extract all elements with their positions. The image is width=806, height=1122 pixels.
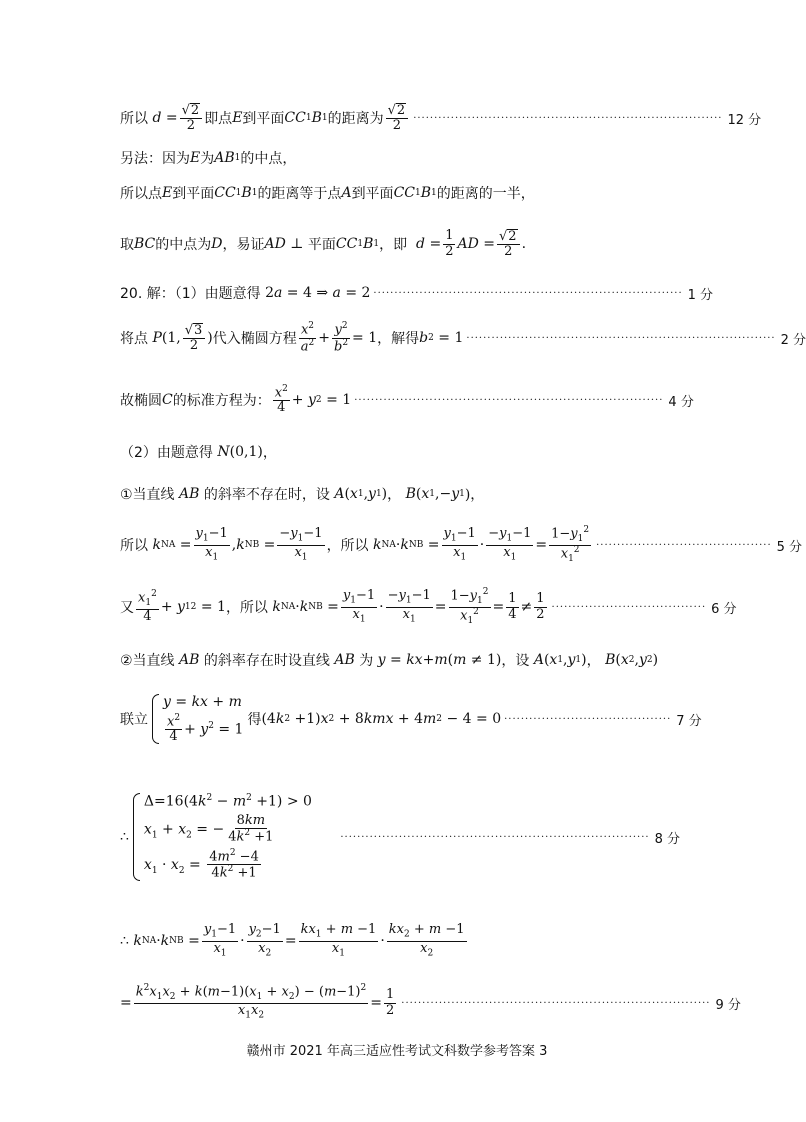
text: 将点 xyxy=(120,331,148,347)
text: 的距离的一半， xyxy=(436,186,535,202)
text: 的距离为 xyxy=(327,111,384,127)
leader-dots: ·········································································· xyxy=(354,394,664,406)
text: ，所以 xyxy=(225,600,268,616)
line-4: 取 BC 的中点为 D ，易证 AD ⊥ 平面 CC 1 B 1 ，即 d = $\frac{1}{2}$ AD = √ 2 2 . xyxy=(120,228,527,259)
text: ，设 xyxy=(501,653,530,669)
line-11: 又 $\frac{x_1^2}{4}$ + y 1 2 = 1 ，所以 k NA · k NB = $\frac{y_1-1}{x_1}$ · $\frac{-y_1-1}{x_1}$ = $\frac{1-y_1^2}{x_1^2}$ = $\frac{1}{4}$ ≠ $\frac{1}{2}$ ····································· 6 分 xyxy=(120,586,737,626)
leader-dots: ·········································································· xyxy=(373,287,683,299)
text: ②当直线 xyxy=(120,653,175,669)
text: 到平面 xyxy=(172,186,215,202)
line-9: ①当直线 AB 的斜率不存在时，设 A ( x 1 , y 1 ) ， B ( x 1 ,− y 1 )， xyxy=(120,486,485,503)
text: 故椭圆 xyxy=(120,393,162,409)
line-15: ∴ k NA · k NB = $\frac{y_1-1}{x_1}$ · $\frac{y_2-1}{x_2}$ = $\frac{kx_1 + m -1}{x_1}$ · $\frac{kx_2 + m -1}{x_2}$ xyxy=(120,922,465,959)
line-10: 所以 k NA = $\frac{y_1-1}{x_1}$ , k NB = $\frac{-y_1-1}{x_1}$ ，所以 k NA · k NB = $\frac{y_1-1}{x_1}$ · $\frac{-y_1-1}{x_1}$ = $\frac{1-y_1^2}{x_1^2}$ ·········································· 5 分 xyxy=(120,524,803,564)
text: ， xyxy=(262,445,277,461)
score: 8 分 xyxy=(654,831,680,847)
text: 的斜率存在时设直线 xyxy=(203,653,330,669)
line-3: 所以点 E 到平面 CC 1 B 1 的距离等于点 A 到平面 CC 1 B 1 的距离的一半， xyxy=(120,185,535,202)
leader-dots: ·········································································· xyxy=(340,831,650,843)
text: 的中点为 xyxy=(155,237,212,253)
text: ，所以 xyxy=(326,538,369,554)
leader-dots: ·········································································· xyxy=(466,332,776,344)
text: 的标准方程为： xyxy=(172,393,271,409)
text: 代入椭圆方程 xyxy=(212,331,297,347)
score: 12 分 xyxy=(727,112,762,128)
text: ， xyxy=(387,487,402,503)
text: 又 xyxy=(120,600,134,616)
score: 7 分 xyxy=(676,713,702,729)
text: 另法：因为 xyxy=(120,151,190,167)
leader-dots: ····································· xyxy=(551,601,707,613)
score: 2 分 xyxy=(780,332,806,348)
text: ①当直线 xyxy=(120,487,175,503)
text: ，易证 xyxy=(222,237,265,253)
vieta-system: $\Delta=16(4k^2 - m^2 +1) > 0$ $x_1 + x_2$ = − $\frac{8km}{4k^2 +1}$ $x_1 \cdot x_2$ = $\frac{4m^2 -4}{4k^2 +1}$ xyxy=(133,793,312,881)
therefore-symbol: ∴ xyxy=(120,829,129,845)
text: 的中点， xyxy=(240,151,297,167)
line-5: 20. 解：（1）由题意得 2 a = 4 ⇒ a = 2 ·········································································· 1 分 xyxy=(120,285,714,303)
text: 所以点 xyxy=(120,186,162,202)
text: 到平面 xyxy=(242,111,285,127)
text: 20. 解：（1）由题意得 xyxy=(120,286,261,302)
leader-dots: ·········································································· xyxy=(401,997,711,1009)
score: 4 分 xyxy=(668,394,694,410)
score: 6 分 xyxy=(711,601,737,617)
line-13: 联立 y = kx + m $\frac{x^2}{4}$ + $y^2 = 1$ 得 (4 k 2 +1) x 2 + 8 kmx + 4 m 2 − 4 = 0 ········································ 7 分 xyxy=(120,693,702,745)
line-7: 故椭圆 C 的标准方程为： $\frac{x^2}{4}$ + y 2 = 1 ·········································································· 4 分 xyxy=(120,383,694,416)
text: 的距离等于点 xyxy=(257,186,342,202)
text: 即点 xyxy=(204,111,233,127)
line-6: 将点 P (1, √ 3 2 ) 代入椭圆方程 $\frac{x^2}{a^2}$ + $\frac{y^2}{b^2}$ = 1 ，解得 b 2 = 1 ·········································································· 2 分 xyxy=(120,320,806,354)
line-1: 所以 d = √ 2 2 即点 E 到平面 CC 1 B 1 的距离为 √ 2 2 ·········································································· 12 分 xyxy=(120,102,762,133)
text: ， xyxy=(586,653,601,669)
score: 9 分 xyxy=(715,997,741,1013)
text: 平面 xyxy=(307,237,336,253)
leader-dots: ········································ xyxy=(504,713,672,725)
score: 1 分 xyxy=(687,287,714,303)
text: ，解得 xyxy=(377,331,420,347)
line-12: ②当直线 AB 的斜率存在时设直线 AB 为 y = kx + m ( m ≠ 1) ，设 A ( x 1 , y 1 ) ， B ( x 2 , y 2 ) xyxy=(120,652,659,669)
page-footer: 赣州市 2021 年高三适应性考试文科数学参考答案 3 xyxy=(246,1044,548,1059)
text: 所以 xyxy=(120,111,148,127)
text: （2）由题意得 xyxy=(120,445,213,461)
text: 到平面 xyxy=(351,186,394,202)
text: 的斜率不存在时，设 xyxy=(203,487,330,503)
line-8: （2）由题意得 N (0,1) ， xyxy=(120,444,277,461)
text: 为 xyxy=(200,151,215,167)
line-16: = $\frac{k^2x_1x_2 + k(m-1)(x_1 + x_2) - (m-1)^2}{x_1x_2}$ = $\frac{1}{2}$ ·········································································· 9 分 xyxy=(120,983,741,1021)
line-14 xyxy=(120,772,680,902)
text: 所以 xyxy=(120,538,148,554)
line-2: 另法：因为 E 为 AB 1 的中点， xyxy=(120,150,297,167)
equation-system: y = kx + m $\frac{x^2}{4}$ + $y^2 = 1$ xyxy=(152,694,243,745)
text: 联立 xyxy=(120,712,148,728)
text: 得 xyxy=(247,712,262,728)
score: 5 分 xyxy=(776,539,803,555)
leader-dots: ·········································· xyxy=(596,539,772,551)
text: 取 xyxy=(120,237,134,253)
text: ，即 xyxy=(379,237,408,253)
leader-dots: ·········································································· xyxy=(413,112,723,124)
text: 为 xyxy=(359,653,374,669)
